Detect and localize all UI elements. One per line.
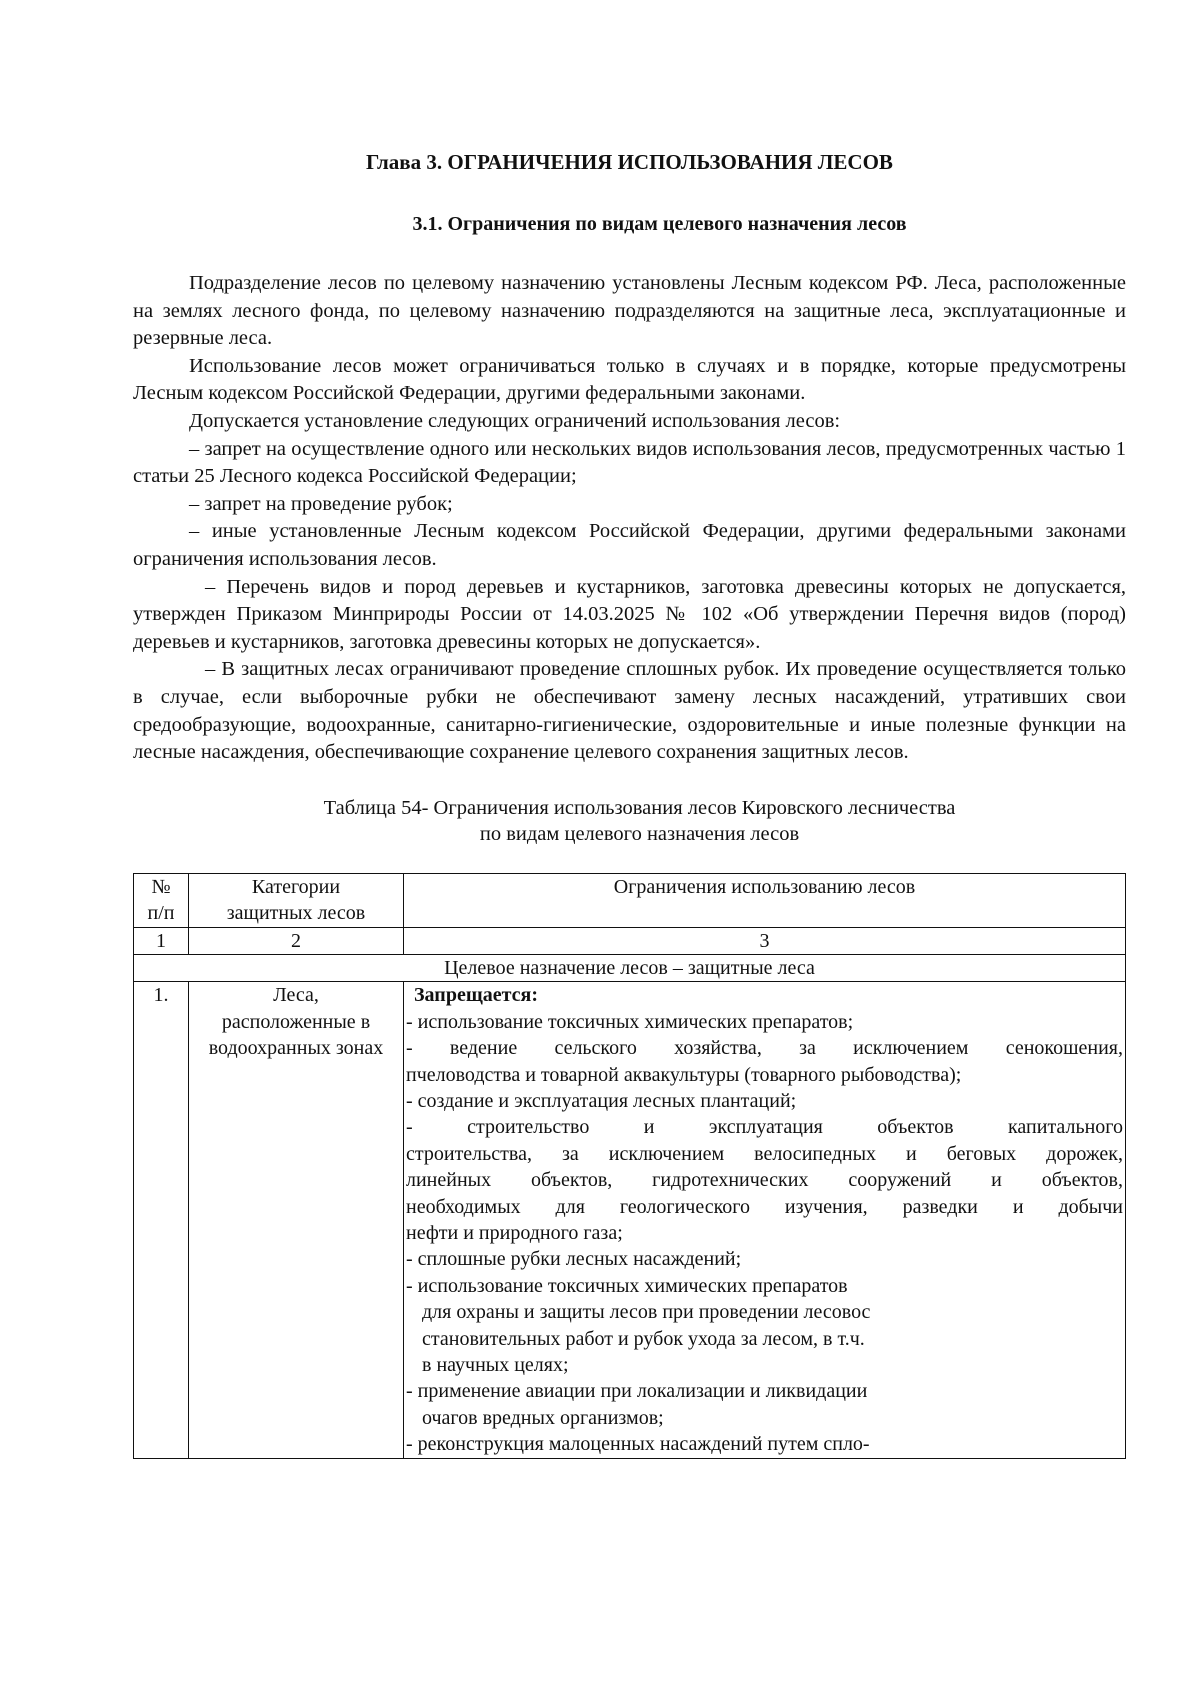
header-cell-restrictions: Ограничения использованию лесов	[404, 873, 1126, 927]
restriction-line: - использование токсичных химических препаратов	[406, 1274, 848, 1297]
restriction-line: становительных работ и рубок ухода за лесом, в т.ч.	[422, 1327, 865, 1350]
header-cell-category: Категории защитных лесов	[189, 873, 404, 927]
restriction-line: очагов вредных организмов;	[422, 1406, 664, 1429]
row-number: 1.	[134, 982, 189, 1458]
table-caption-line: Таблица 54- Ограничения использования лесов Кировского лесничества	[323, 796, 956, 819]
row-category: Леса, расположенные в водоохранных зонах	[189, 982, 404, 1458]
restrictions-table	[133, 873, 1126, 1459]
restriction-line: пчеловодства и товарной аквакультуры (товарного рыбоводства);	[406, 1063, 962, 1086]
restriction-line: для охраны и защиты лесов при проведении лесовос	[422, 1301, 871, 1324]
restriction-line: линейных объектов, гидротехнических сооружений и объектов,	[406, 1169, 1123, 1192]
restriction-line: необходимых для геологического изучения, разведки и добычи	[406, 1195, 1123, 1218]
list-item: – иные установленные Лесным кодексом Российской Федерации, другими федеральными законами ограничения использования лесов.	[133, 520, 1126, 570]
list-item: – запрет на проведение рубок;	[189, 492, 453, 515]
header-cell-number: № п/п	[134, 873, 189, 927]
list-item: – запрет на осуществление одного или нескольких видов использования лесов, предусмотренных частью 1 статьи 25 Лесного кодекса Российской Федерации;	[133, 437, 1126, 488]
paragraph: – Перечень видов и пород деревьев и кустарников, заготовка древесины которых не допускается, утвержден Приказом Минприроды России от 14.03.2025 № 102 «Об утверждении Перечня видов (пород) деревьев и кустарников, заготовка древесины которых не допускается».	[133, 575, 1126, 653]
paragraph: Подразделение лесов по целевому назначению установлены Лесным кодексом РФ. Леса, расположенные на землях лесного фонда, по целевому назначению подразделяются на защитные леса, эксплуатационные и резервные леса.	[133, 272, 1126, 350]
paragraph: – В защитных лесах ограничивают проведение сплошных рубок. Их проведение осуществляется только в случае, если выборочные рубки не обеспечивают замену лесных насаждений, утративших свои средообразующие, водоохранные, санитарно-гигиенические, оздоровительные и иные полезные функции на лесные насаждения, обеспечивающие сохранение целевого сохранения защитных лесов.	[133, 658, 1126, 764]
restriction-line: нефти и природного газа;	[406, 1221, 623, 1244]
restriction-line: - строительство и эксплуатация объектов капитального	[406, 1116, 1123, 1139]
table-caption-line: по видам целевого назначения лесов	[479, 822, 800, 845]
chapter-title: Глава 3. ОГРАНИЧЕНИЯ ИСПОЛЬЗОВАНИЯ ЛЕСОВ	[366, 150, 893, 174]
table-header-row	[134, 873, 1126, 927]
document-page	[133, 148, 1126, 1459]
restriction-line: - применение авиации при локализации и ликвидации	[406, 1380, 868, 1403]
restriction-line: строительства, за исключением велосипедных и беговых дорожек,	[406, 1142, 1123, 1165]
paragraph: Использование лесов может ограничиваться только в случаях и в порядке, которые предусмотрены Лесным кодексом Российской Федерации, другими федеральными законами.	[133, 354, 1126, 405]
restriction-line: - создание и эксплуатация лесных плантаций;	[406, 1089, 797, 1112]
column-number: 3	[404, 927, 1126, 954]
column-number-row	[134, 927, 1126, 954]
table-caption	[133, 795, 1126, 847]
row-restrictions	[404, 982, 1126, 1458]
restriction-line: в научных целях;	[422, 1354, 569, 1376]
restrictions-heading: Запрещается:	[414, 984, 539, 1007]
restriction-line: - сплошные рубки лесных насаждений;	[406, 1248, 742, 1271]
paragraph: Допускается установление следующих ограничений использования лесов:	[189, 409, 841, 432]
restriction-line: - использование токсичных химических препаратов;	[406, 1010, 854, 1033]
body-text	[133, 270, 1126, 767]
group-row	[134, 954, 1126, 981]
section-title: 3.1. Ограничения по видам целевого назначения лесов	[412, 213, 907, 235]
group-row-label: Целевое назначение лесов – защитные леса	[134, 954, 1126, 981]
column-number: 1	[134, 927, 189, 954]
restriction-line: - ведение сельского хозяйства, за исключением сенокошения,	[406, 1037, 1123, 1060]
column-number: 2	[189, 927, 404, 954]
table-row	[134, 982, 1126, 1458]
restriction-line: - реконструкция малоценных насаждений путем спло-	[406, 1433, 870, 1456]
